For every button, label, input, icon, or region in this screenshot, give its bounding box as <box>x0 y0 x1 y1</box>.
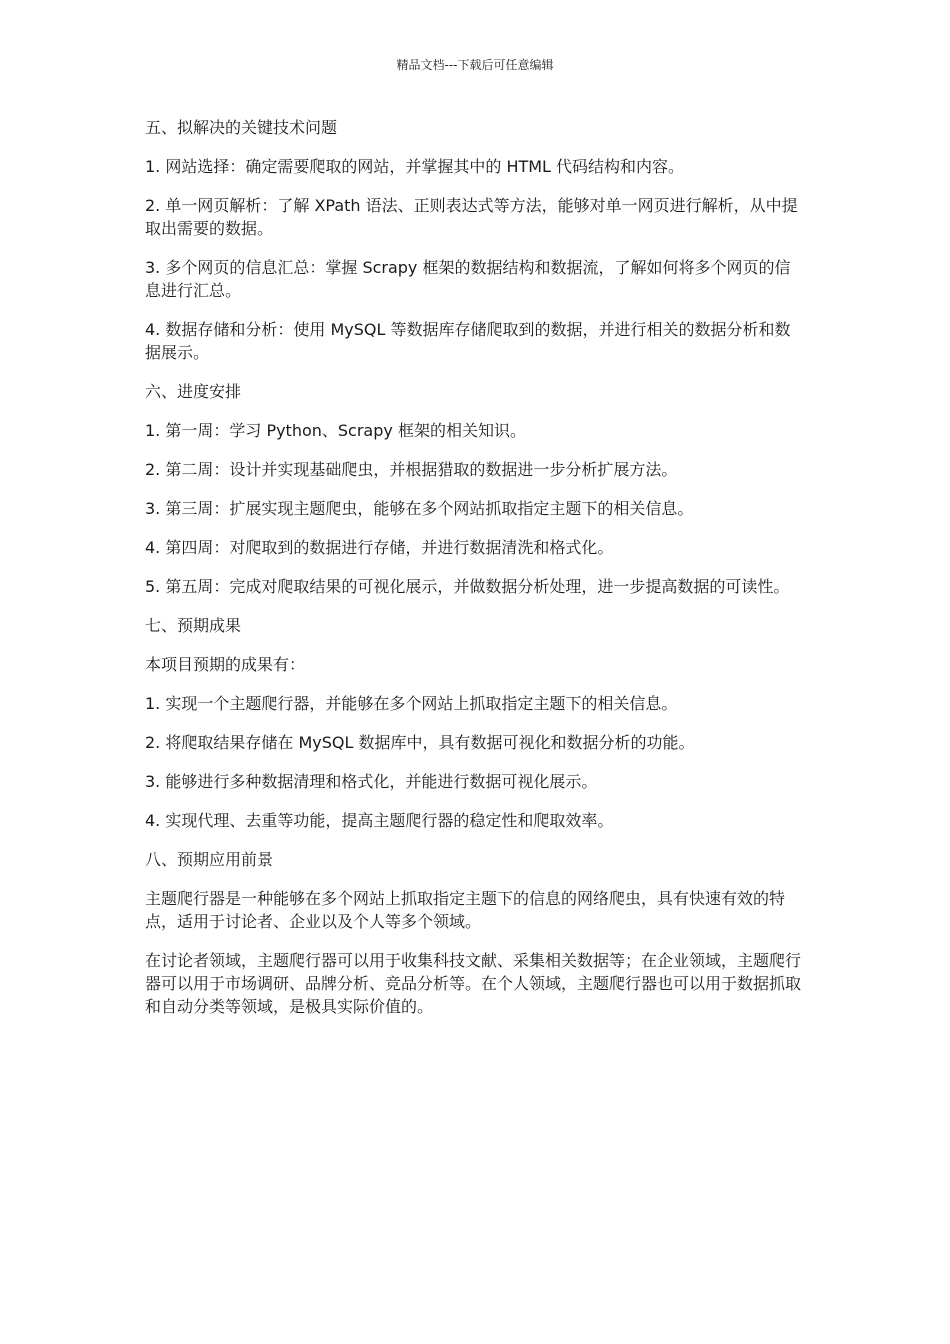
list-item: 3. 第三周：扩展实现主题爬虫，能够在多个网站抓取指定主题下的相关信息。 <box>145 499 694 518</box>
list-item: 4. 第四周：对爬取到的数据进行存储，并进行数据清洗和格式化。 <box>145 538 614 557</box>
list-item: 2. 第二周：设计并实现基础爬虫，并根据猎取的数据进一步分析扩展方法。 <box>145 460 678 479</box>
section-heading: 七、预期成果 <box>145 616 242 635</box>
body-paragraph: 本项目预期的成果有： <box>145 655 306 674</box>
body-paragraph: 主题爬行器是一种能够在多个网站上抓取指定主题下的信息的网络爬虫，具有快速有效的特点，适用于讨论者、企业以及个人等多个领域。 <box>145 889 786 931</box>
list-item: 1. 网站选择：确定需要爬取的网站，并掌握其中的 HTML 代码结构和内容。 <box>145 157 685 176</box>
list-item: 3. 多个网页的信息汇总：掌握 Scrapy 框架的数据结构和数据流，了解如何将多个网页的信息进行汇总。 <box>145 258 791 300</box>
list-item: 2. 单一网页解析：了解 XPath 语法、正则表达式等方法，能够对单一网页进行解析，从中提取出需要的数据。 <box>145 196 798 238</box>
list-item: 2. 将爬取结果存储在 MySQL 数据库中，具有数据可视化和数据分析的功能。 <box>145 733 695 752</box>
section-heading: 六、进度安排 <box>145 382 242 401</box>
list-item: 4. 数据存储和分析：使用 MySQL 等数据库存储爬取到的数据，并进行相关的数据分析和数据展示。 <box>145 320 791 362</box>
list-item: 4. 实现代理、去重等功能，提高主题爬行器的稳定性和爬取效率。 <box>145 811 614 830</box>
document-body <box>145 116 805 1034</box>
page-header: 精品文档---下载后可任意编辑 <box>396 58 554 72</box>
list-item: 1. 实现一个主题爬行器，并能够在多个网站上抓取指定主题下的相关信息。 <box>145 694 678 713</box>
body-paragraph: 在讨论者领域，主题爬行器可以用于收集科技文献、采集相关数据等；在企业领域，主题爬行器可以用于市场调研、品牌分析、竞品分析等。在个人领域，主题爬行器也可以用于数据抓取和自动分类等领域，是极具实际价值的。 <box>145 951 802 1016</box>
list-item: 1. 第一周：学习 Python、Scrapy 框架的相关知识。 <box>145 421 526 440</box>
section-heading: 五、拟解决的关键技术问题 <box>145 118 338 137</box>
list-item: 3. 能够进行多种数据清理和格式化，并能进行数据可视化展示。 <box>145 772 598 791</box>
section-heading: 八、预期应用前景 <box>145 850 274 869</box>
list-item: 5. 第五周：完成对爬取结果的可视化展示，并做数据分析处理，进一步提高数据的可读性。 <box>145 577 790 596</box>
